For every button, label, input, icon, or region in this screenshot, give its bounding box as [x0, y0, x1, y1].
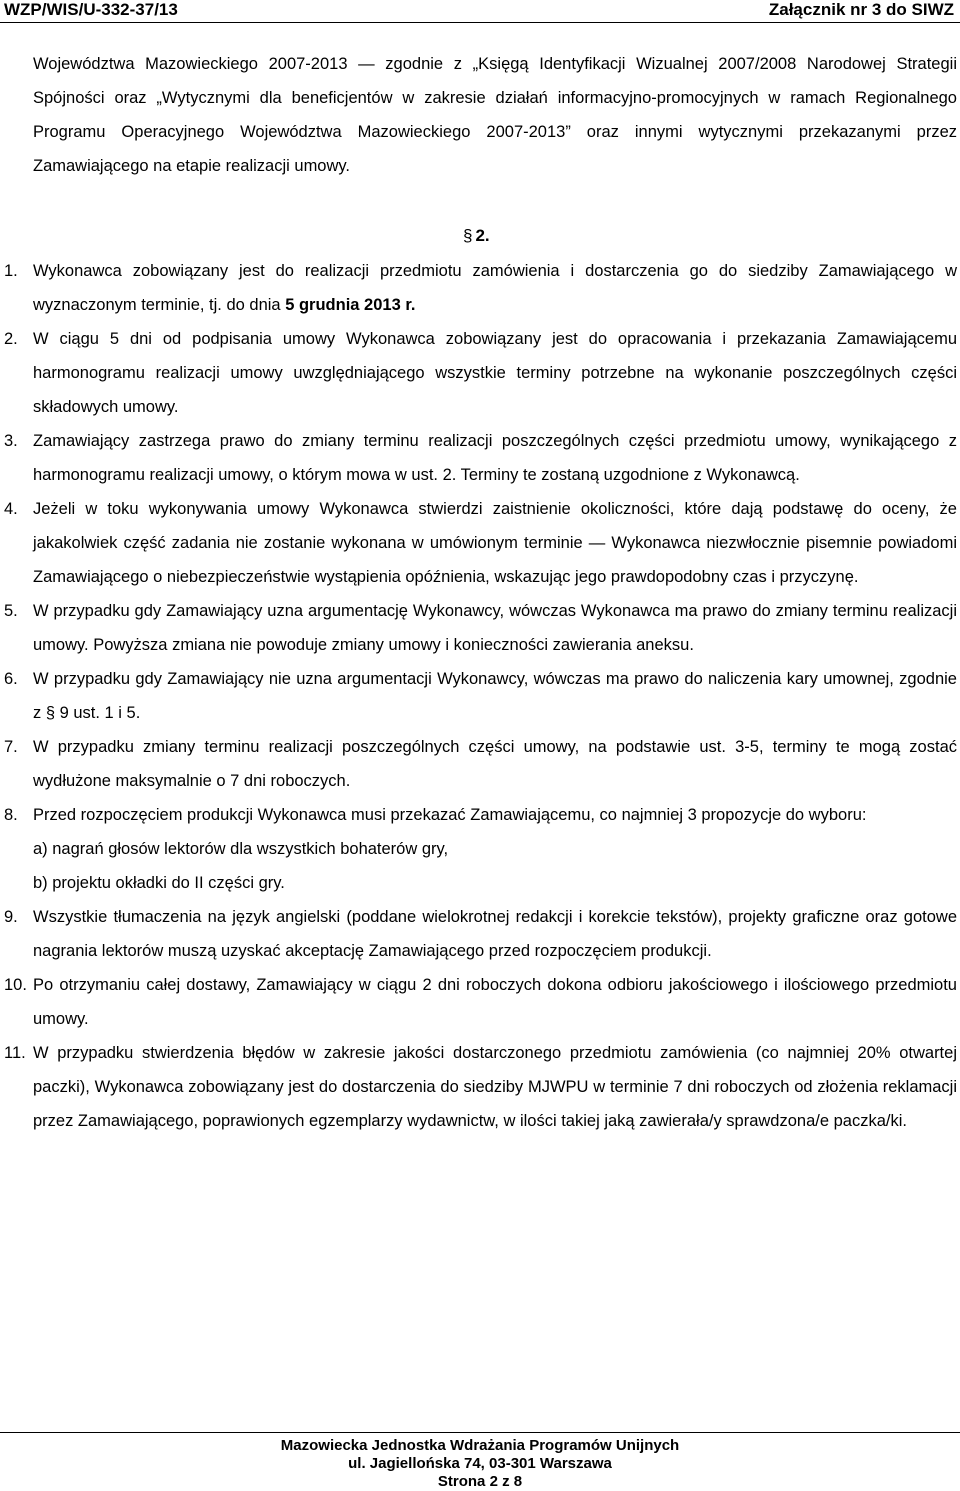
list-item: 7. W przypadku zmiany terminu realizacji poszczególnych części umowy, na podstawie ust. 3-5, terminy te mogą zostać wydłużone maksymalnie o 7 dni roboczych.	[4, 738, 957, 790]
list-item: 11. W przypadku stwierdzenia błędów w zakresie jakości dostarczonego przedmiotu zamówienia (co najmniej 20% otwartej paczki), Wykonawca zobowiązany jest do dostarczenia do siedziby MJWPU w terminie 7 dni roboczych od złożenia reklamacji przez Zamawiającego, poprawionych egzemplarzy wydawnictw, w ilości takiej jaką zawierała/y sprawdzona/e paczka/ki.	[4, 1044, 957, 1130]
list-item: 1. Wykonawca zobowiązany jest do realizacji przedmiotu zamówienia i dostarczenia go do siedziby Zamawiającego w wyznaczonym terminie, tj. do dnia 5 grudnia 2013 r.	[4, 262, 957, 314]
list-item: 9. Wszystkie tłumaczenia na język angielski (poddane wielokrotnej redakcji i korekcie tekstów), projekty graficzne oraz gotowe nagrania lektorów muszą uzyskać akceptację Zamawiającego przed rozpoczęciem produkcji.	[4, 908, 957, 960]
list-item: 8. Przed rozpoczęciem produkcji Wykonawca musi przekazać Zamawiającemu, co najmniej 3 propozycje do wyboru:	[4, 806, 867, 824]
points-list	[4, 254, 957, 1138]
section-heading	[463, 221, 490, 251]
intro-paragraph: Województwa Mazowieckiego 2007-2013 — zgodnie z „Księgą Identyfikacji Wizualnej 2007/2008 Narodowej Strategii Spójności oraz „Wytycznymi dla beneficjentów w zakresie działań informacyjno-promocyjnych w ramach Regionalnego Programu Operacyjnego Województwa Mazowieckiego 2007-2013” oraz innymi wytycznymi przekazanymi przez Zamawiającego na etapie realizacji umowy.	[33, 55, 957, 175]
sub-list-item: b) projektu okładki do II części gry.	[33, 874, 285, 892]
section-number: 2.	[475, 226, 490, 245]
footer-address: ul. Jagiellońska 74, 03-301 Warszawa	[348, 1455, 612, 1472]
list-item: 2. W ciągu 5 dni od podpisania umowy Wykonawca zobowiązany jest do opracowania i przekazania Zamawiającemu harmonogramu realizacji umowy uwzględniającego wszystkie terminy potrzebne na wykonanie poszczególnych części składowych umowy.	[4, 330, 957, 416]
list-item: 10. Po otrzymaniu całej dostawy, Zamawiający w ciągu 2 dni roboczych dokona odbioru jakościowego i ilościowego przedmiotu umowy.	[4, 976, 957, 1028]
list-item: 5. W przypadku gdy Zamawiający uzna argumentację Wykonawcy, wówczas Wykonawca ma prawo do zmiany terminu realizacji umowy. Powyższa zmiana nie powoduje zmiany umowy i konieczności zawierania aneksu.	[4, 602, 957, 654]
sub-list-item: a) nagrań głosów lektorów dla wszystkich bohaterów gry,	[33, 840, 449, 858]
page-footer	[0, 1437, 960, 1491]
list-item: 3. Zamawiający zastrzega prawo do zmiany terminu realizacji poszczególnych części przedmiotu umowy, wynikającego z harmonogramu realizacji umowy, o którym mowa w ust. 2. Terminy te zostaną uzgodnione z Wykonawcą.	[4, 432, 957, 484]
section-symbol: §	[463, 226, 473, 245]
list-item: 6. W przypadku gdy Zamawiający nie uzna argumentacji Wykonawcy, wówczas ma prawo do naliczenia kary umownej, zgodnie z § 9 ust. 1 i 5.	[4, 670, 957, 722]
list-item: 4. Jeżeli w toku wykonywania umowy Wykonawca stwierdzi zaistnienie okoliczności, które dają podstawę do oceny, że jakakolwiek część zadania nie zostanie wykonana w umówionym terminie — Wykonawca niezwłocznie pisemnie powiadomi Zamawiającego o niebezpieczeństwie wystąpienia opóźnienia, wskazując jego prawdopodobny czas i przyczynę.	[4, 500, 957, 586]
page-header	[0, 0, 960, 23]
footer-divider	[0, 1432, 960, 1433]
footer-organization: Mazowiecka Jednostka Wdrażania Programów Unijnych	[280, 1437, 680, 1454]
page-number: Strona 2 z 8	[437, 1473, 523, 1490]
document-reference: WZP/WIS/U-332-37/13	[4, 0, 178, 19]
attachment-label: Załącznik nr 3 do SIWZ	[768, 0, 954, 19]
